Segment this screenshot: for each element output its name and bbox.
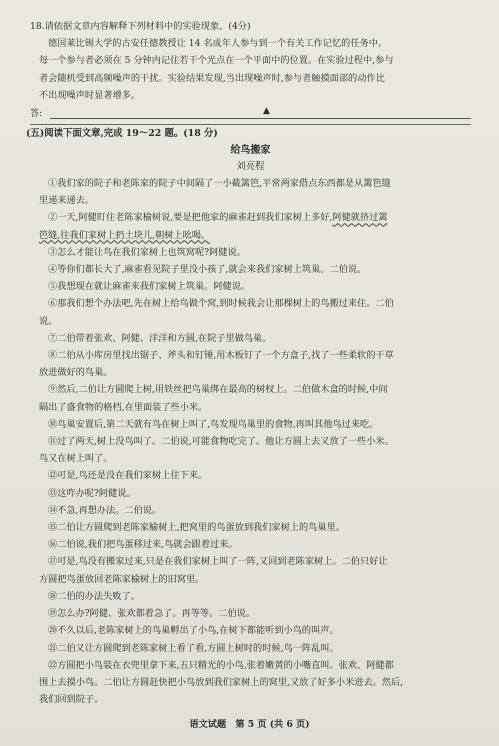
paragraph-2-line bbox=[30, 227, 471, 244]
paragraph-15-line: ⑮二伯让方圆爬到老陈家榆树上,把窝里的鸟蛋放到我们家树上的鸟巢里。 bbox=[48, 522, 345, 534]
paragraph-9-line: ⑨然后,二伯让方圆爬上树,用铁丝把鸟巢绑在最高的树杈上。二伯做木盒的时候,中间 bbox=[48, 384, 388, 396]
question-18-stem: 18.请依据文章内容解释下列材料中的实验现象。(4分) bbox=[30, 21, 251, 32]
paragraph-19-line: ⑲怎么办?阿健、张欢都着急了。再等等。二伯说。 bbox=[48, 608, 256, 620]
paragraph-11-line: 鸟又在树上叫了。 bbox=[39, 453, 113, 465]
wavy-underlined-text: 笆缝,往我们家树上扔土块儿,朝树上吆喝。 bbox=[39, 229, 211, 241]
paragraph-21-line: ㉑二伯又让方圆爬到老陈家树上看了看,方圆上树时的时候,鸟一阵乱叫。 bbox=[48, 642, 339, 654]
paragraph-3-line: ③怎么才能让鸟在我们家树上也筑窝呢?阿健说。 bbox=[48, 246, 246, 258]
material-line: 每一个参与者必须在 5 分钟内记住若干个光点在一个平面中的位置。在实验过程中,参与 bbox=[39, 55, 394, 67]
article-body bbox=[30, 175, 471, 708]
paragraph-9-line: 隔出了盛食物的格档,在里面装了些小米。 bbox=[39, 401, 208, 413]
paragraph-11-line: ⑪过了两天,树上没鸟叫了。二伯说,可能食物吃完了。他让方圆上去又放了一些小米。 bbox=[48, 436, 394, 448]
answer-line bbox=[50, 118, 471, 119]
paragraph-22-line: 围上去摸小鸟。二伯让方圆赶快把小鸟放到我们家树上的窝里,又放了好多小米进去。然后, bbox=[39, 676, 404, 688]
answer-label: 答: bbox=[30, 108, 43, 120]
paragraph-10-line: ⑩鸟巢安置后,第二天就有鸟在树上叫了,鸟发现鸟巢里的食物,再叫其他鸟过来吃。 bbox=[48, 418, 379, 430]
paragraph-4-line: ④等你们都长大了,麻雀看见院子里没小孩了,就会来我们家树上筑巢。二伯说。 bbox=[48, 264, 367, 276]
wavy-underlined-text: 阿健就挤过篱 bbox=[332, 212, 388, 224]
paragraph-8-line: 放进做好的鸟巢。 bbox=[39, 367, 113, 379]
paragraph-6-line: ⑥那我们想个办法吧,先在树上给鸟做个窝,到时候我会让那棵树上的鸟搬过来住。二伯 bbox=[48, 298, 394, 310]
paragraph-16-line: ⑯二伯说,我们把鸟蛋移过来,鸟就会跟着过来。 bbox=[48, 539, 238, 551]
paragraph-7-line: ⑦二伯带着张欢、阿健、洋洋和方圆,在院子里做鸟巢。 bbox=[48, 332, 272, 344]
section-heading: (五)阅读下面文章,完成 19～22 题。(18 分) bbox=[26, 128, 218, 140]
paragraph-14-line: ⑭不急,再想办法。二伯说。 bbox=[48, 504, 162, 516]
triangle-marker-icon: ▲ bbox=[263, 106, 270, 117]
paragraph-1-line: ①我们家的院子和老陈家的院子中间隔了一小截篱笆,平常两家借点东西都是从篱笆缝 bbox=[48, 178, 391, 190]
article-title: 给鸟搬家 bbox=[230, 145, 271, 157]
paragraph-17-line: 方圆把鸟蛋放回老陈家榆树上的旧窝里。 bbox=[39, 573, 205, 585]
article-author: 刘亮程 bbox=[236, 161, 265, 173]
paragraph-2-text: ②一天,阿健盯住老陈家榆树说,要是把他家的麻雀赶到我们家树上多好, bbox=[48, 212, 333, 224]
paragraph-2-line bbox=[30, 209, 471, 226]
paragraph-22-line: ㉒方圆把小鸟装在衣兜里拿下来,五只精光的小鸟,张着嫩黄的小嘴直叫。张欢、阿健都 bbox=[48, 659, 394, 671]
paragraph-12-line: ⑫可是,鸟还是没在我们家树上住下来。 bbox=[48, 470, 208, 482]
paragraph-20-line: ⑳不久以后,老陈家树上的鸟巢孵出了小鸟,在树下都能听到小鸟的叫声。 bbox=[48, 625, 339, 637]
page-footer: 语文试题 第 5 页 (共 6 页) bbox=[189, 719, 310, 730]
paragraph-22-line: 我们回到院子。 bbox=[39, 694, 104, 706]
material-line: 者会随机受到高频噪声的干扰。实验结果发现,当出现噪声时,参与者触摸面部的动作比 bbox=[39, 72, 385, 84]
answer-area bbox=[30, 104, 471, 122]
paragraph-6-line: 说。 bbox=[39, 315, 58, 327]
paragraph-13-line: ⑬这咋办呢?阿健说。 bbox=[48, 487, 136, 499]
paragraph-5-line: ⑤我想现在就让麻雀来我们家树上筑巢。阿健说。 bbox=[48, 281, 251, 293]
material-line: 不出现噪声时显著增多。 bbox=[39, 89, 141, 101]
paragraph-8-line: ⑧二伯从小库房里找出锯子、斧头和钉锤,用木板钉了一个方盒子,找了一些柔软的干草 bbox=[48, 350, 394, 362]
paragraph-18-line: ⑱二伯的办法失败了。 bbox=[48, 590, 140, 602]
material-line: 德国莱比锡大学的古安任德教授让 14 名成年人参与到一个有关工作记忆的任务中。 bbox=[48, 38, 388, 50]
paragraph-1-line: 里递来递去。 bbox=[39, 195, 95, 207]
paragraph-17-line: ⑰可是,鸟没有搬家过来,只是在我们家树上叫了一阵,又回到老陈家树上。二伯只好让 bbox=[48, 556, 388, 568]
